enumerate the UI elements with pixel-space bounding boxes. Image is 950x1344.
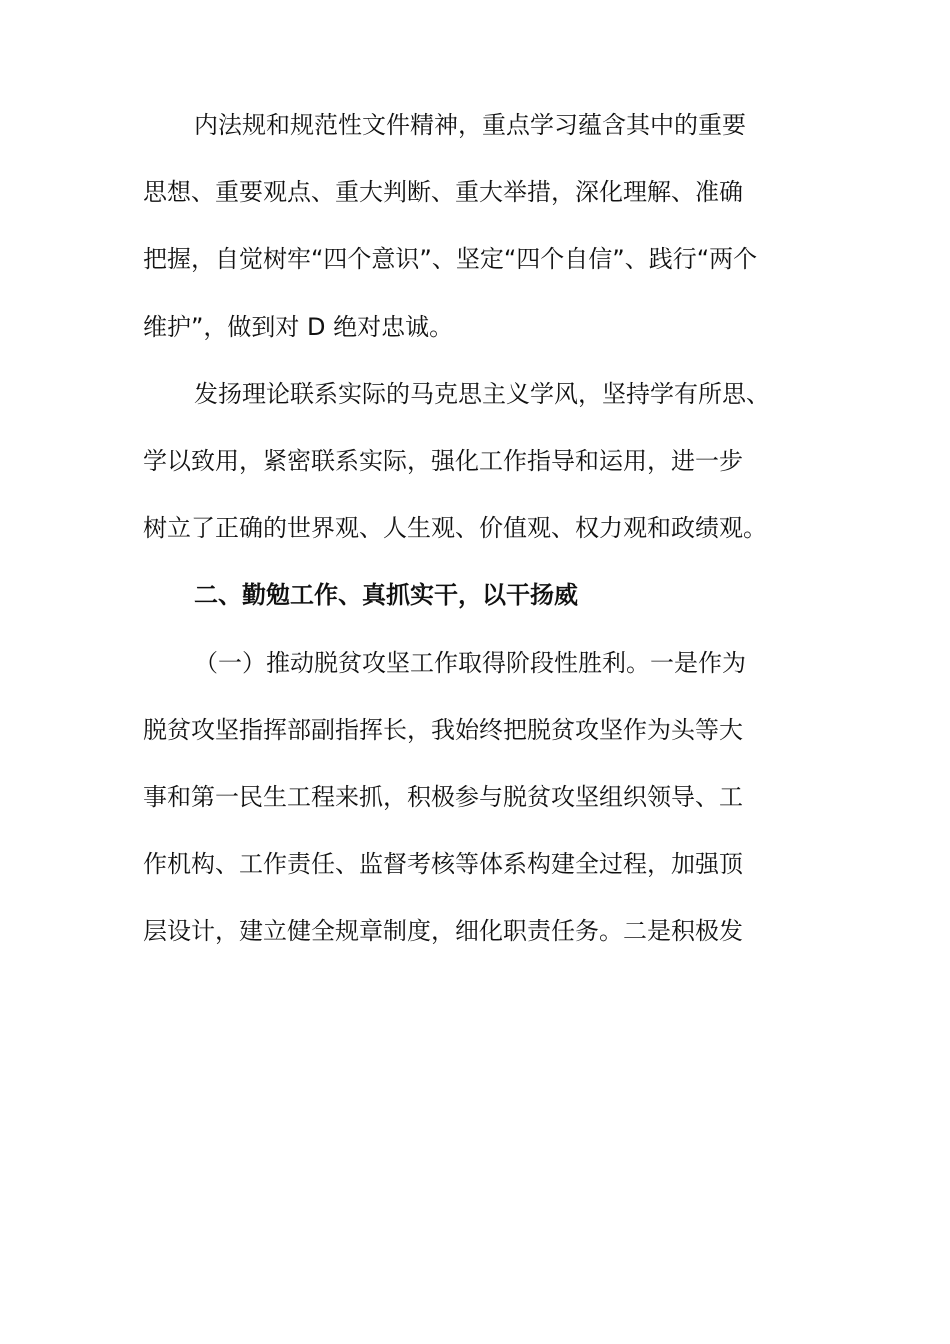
paragraph-line: 树立了正确的世界观、人生观、价值观、权力观和政绩观。	[143, 514, 767, 543]
paragraph-line: 事和第一民生工程来抓，积极参与脱贫攻坚组织领导、工	[143, 782, 743, 811]
paragraph-line: 作机构、工作责任、监督考核等体系构建全过程，加强顶	[143, 850, 743, 879]
paragraph-line: 把握，自觉树牢“四个意识”、坚定“四个自信”、践行“两个	[143, 245, 758, 274]
paragraph-line: 维护”，做到对 D 绝对忠诚。	[143, 312, 454, 341]
paragraph-line: 发扬理论联系实际的马克思主义学风，坚持学有所思、	[194, 379, 770, 408]
document-body	[143, 108, 811, 981]
paragraph-line: 学以致用，紧密联系实际，强化工作指导和运用，进一步	[143, 446, 743, 475]
paragraph-line: 层设计，建立健全规章制度，细化职责任务。二是积极发	[143, 917, 743, 946]
section-heading: 二、勤勉工作、真抓实干，以干扬威	[194, 581, 578, 610]
paragraph-line: （一）推动脱贫攻坚工作取得阶段性胜利。一是作为	[194, 648, 746, 677]
paragraph-line: 内法规和规范性文件精神，重点学习蕴含其中的重要	[194, 111, 746, 139]
paragraph-line: 思想、重要观点、重大判断、重大举措，深化理解、准确	[143, 178, 743, 207]
paragraph-line: 脱贫攻坚指挥部副指挥长，我始终把脱贫攻坚作为头等大	[143, 715, 743, 744]
